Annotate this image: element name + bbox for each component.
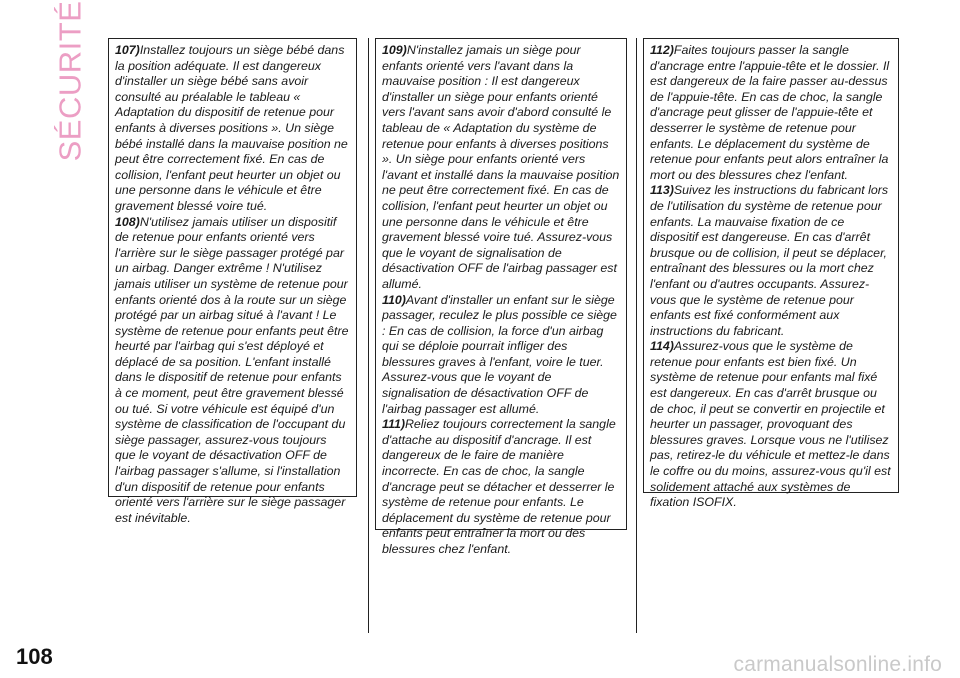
warning-text: Reliez toujours correctement la sangle d'attache au dispositif d'ancrage. Il est dangereux de le faire de manière incorrecte. En cas de choc, la sangle d'ancrage peut se détacher et desserrer le système de retenue pour enfants. Le déplacement du système de retenue pour enfants peut entraîner la mort ou des blessures chez l'enfant. <box>382 417 616 556</box>
watermark: carmanualsonline.info <box>733 653 942 676</box>
warning-112 <box>650 43 892 183</box>
page-number: 108 <box>16 644 53 669</box>
warning-box-column-2 <box>375 38 627 556</box>
warning-number: 108) <box>115 214 140 229</box>
warning-110 <box>382 293 620 418</box>
warning-114 <box>650 339 892 511</box>
warning-box-column-1 <box>108 38 357 525</box>
column-divider-right <box>636 38 637 633</box>
warning-text: Faites toujours passer la sangle d'ancrage entre l'appuie-tête et le dossier. Il est dangereux de la faire passer au-dessus de l'appuie-tête. En cas de choc, la sangle d'ancrage peut glisser de l'appuie-tête et desserrer le système de retenue pour enfants. Le déplacement du système de retenue pour enfants peut alors entraîner la mort ou des blessures chez l'enfant. <box>650 43 890 182</box>
warning-109 <box>382 43 620 293</box>
warning-number: 111) <box>382 417 405 432</box>
warning-number: 109) <box>382 43 407 57</box>
warning-text: Assurez-vous que le système de retenue pour enfants est bien fixé. Un système de retenue pour enfants mal fixé est dangereux. En cas d'arrêt brusque ou de choc, il peut se convertir en projectile et heurter un passager, provoquant des blessures graves. Lorsque vous ne l'utilisez pas, retirez-le du véhicule et mettez-le dans le coffre ou du moins, assurez-vous qu'il est solidement attaché aux systèmes de fixation ISOFIX. <box>650 339 891 510</box>
warning-108 <box>115 215 350 527</box>
warning-111 <box>382 417 620 557</box>
warning-text: Installez toujours un siège bébé dans la position adéquate. Il est dangereux d'installer un siège bébé sans avoir consulté au préalable le tableau « Adaptation du dispositif de retenue pour enfants à diverses positions ». Un siège bébé installé dans la mauvaise position ne peut être correctement fixé. En cas de collision, l'enfant peut heurter un objet ou une personne dans le véhicule et être gravement blessé voire tué. <box>115 43 348 213</box>
warning-107 <box>115 43 350 215</box>
warning-113 <box>650 183 892 339</box>
warning-number: 107) <box>115 43 140 57</box>
warning-box-column-3 <box>643 38 899 510</box>
section-title: SÉCURITÉ <box>52 0 87 162</box>
warning-text: Avant d'installer un enfant sur le siège passager, reculez le plus possible ce siège : En cas de collision, la force d'un airbag qui se déploie pourrait infliger des blessures graves à l'enfant, voire le tuer. Assurez-vous que le voyant de signalisation de désactivation OFF de l'airbag passager est allumé. <box>382 292 617 416</box>
warning-text: N'installez jamais un siège pour enfants orienté vers l'avant dans la mauvaise position : Il est dangereux d'installer un siège pour enfants orienté vers l'avant sans avoir d'abord consulté le tableau de « Adaptation du système de retenue pour enfants à diverses positions ». Un siège pour enfants orienté vers l'avant et installé dans la mauvaise position ne peut être correctement fixé. En cas de collision, l'enfant peut heurter un objet ou une personne dans le véhicule et être gravement blessé voire tué. Assurez-vous que le voyant de signalisation de désactivation OFF de l'airbag passager est allumé. <box>382 43 620 291</box>
column-divider-left <box>368 38 369 633</box>
warning-text: Suivez les instructions du fabricant lors de l'utilisation du système de retenue pour enfants. La mauvaise fixation de ce dispositif est dangereuse. En cas d'arrêt brusque ou de collision, il peut se déplacer, entraînant des blessures ou la mort chez l'enfant ou d'autres occupants. Assurez-vous que le système de retenue pour enfants est fixé conformément aux instructions du fabricant. <box>650 183 889 338</box>
warning-number: 112) <box>650 43 674 57</box>
section-label <box>50 0 90 162</box>
warning-text: N'utilisez jamais utiliser un dispositif de retenue pour enfants orienté vers l'arrière sur le siège passager protégé par un airbag. Danger extrême ! N'utilisez jamais utiliser un système de retenue pour enfants orienté dos à la route sur un siège protégé par un airbag situé à l'avant ! Le système de retenue pour enfants peut être heurté par l'airbag qui s'est déployé et déplacé de sa position. L'enfant installé dans le dispositif de retenue pour enfants à ce moment, peut être gravement blessé ou tué. Si votre véhicule est équipé d'un système de classification de l'occupant du siège passager, assurez-vous toujours que le voyant de désactivation OFF de l'airbag passager s'allume, si l'installation d'un dispositif de retenue pour enfants orienté vers l'arrière sur le siège passager est inévitable. <box>115 214 349 525</box>
warning-number: 114) <box>650 339 674 354</box>
warning-number: 110) <box>382 292 406 307</box>
warning-number: 113) <box>650 183 674 198</box>
